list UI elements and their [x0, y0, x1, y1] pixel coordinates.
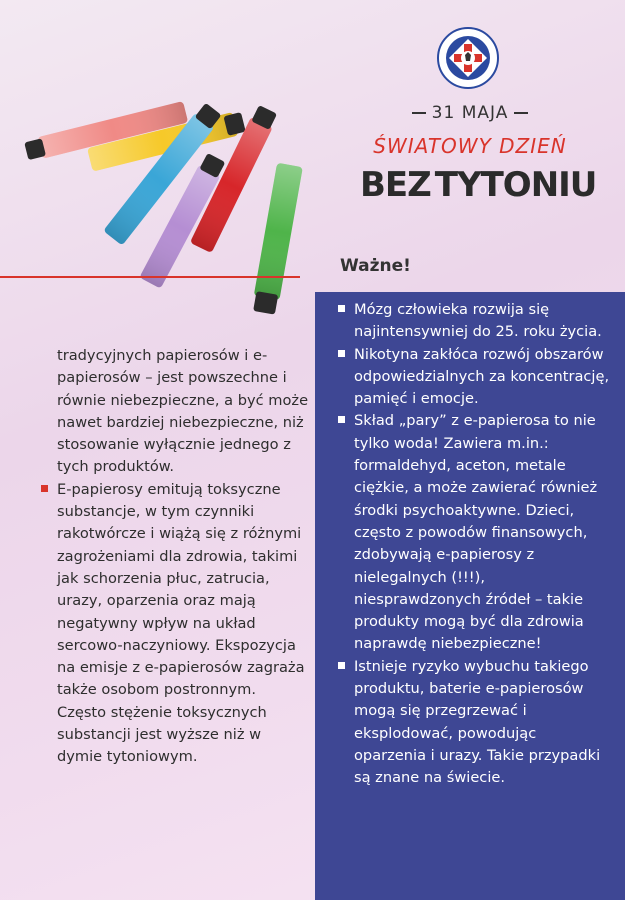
list-item: Nikotyna zakłóca rozwój obszarów odpowiedzialnych za koncentrację, pamięć i emocje. — [354, 344, 612, 411]
campaign-subtitle — [360, 160, 597, 210]
panel-content — [354, 299, 612, 790]
eagle-emblem-icon — [437, 27, 499, 89]
tytoniu-word: TYTONIU — [434, 165, 597, 205]
green-e-cigarette — [251, 163, 303, 315]
divider-line — [0, 276, 300, 278]
e-cigarettes-illustration — [0, 0, 310, 330]
campaign-title: ŚWIATOWY DZIEŃ — [373, 134, 567, 158]
panel-heading: Ważne! — [340, 256, 411, 276]
bez-word: BEZ — [360, 165, 431, 205]
left-column — [57, 345, 309, 769]
list-item: Istnieje ryzyko wybuchu takiego produktu, baterie e-papierosów mogą się przegrzewać i eksplodować, powodując oparzenia i urazy. Takie przypadki są znane na świecie. — [354, 656, 612, 790]
bullet-icon — [338, 305, 345, 312]
continuation-text: tradycyjnych papierosów i e- papierosów – jest powszechne i równie niebezpieczne, a być może nawet bardziej niebezpieczne, niż stosowanie wyłącznie jednego z tych produktów. — [57, 347, 309, 476]
list-item: Skład „pary” z e-papierosa to nie tylko woda! Zawiera m.in.: formaldehyd, aceton, metale ciężkie, a może zawierać również środki psychoaktywne. Dzieci, często z powodów finansowych, zdobywają e-papierosy z nielegalnych (!!!), niesprawdzonych źródeł – takie produkty mogą być dla zdrowia naprawdę niebezpieczne! — [354, 410, 612, 655]
campaign-date: 31 MAJA — [405, 103, 535, 123]
bullet-icon — [41, 485, 48, 492]
list-item: Mózg człowieka rozwija się najintensywniej do 25. roku życia. — [354, 299, 612, 344]
bullet-icon — [338, 662, 345, 669]
bullet-icon — [338, 416, 345, 423]
list-item: E-papierosy emitują toksyczne substancje, w tym czynniki rakotwórcze i wiążą się z różnymi zagrożeniami dla zdrowia, takimi jak schorzenia płuc, zatrucia, urazy, oparzenia oraz mają negatywny wpływ na układ sercowo-naczyniowy. Ekspozycja na emisje z e-papierosów zagraża także osobom postronnym. Często stężenie toksycznych substancji jest wyższe niż w dymie tytoniowym. — [57, 479, 309, 769]
bullet-icon — [338, 350, 345, 357]
